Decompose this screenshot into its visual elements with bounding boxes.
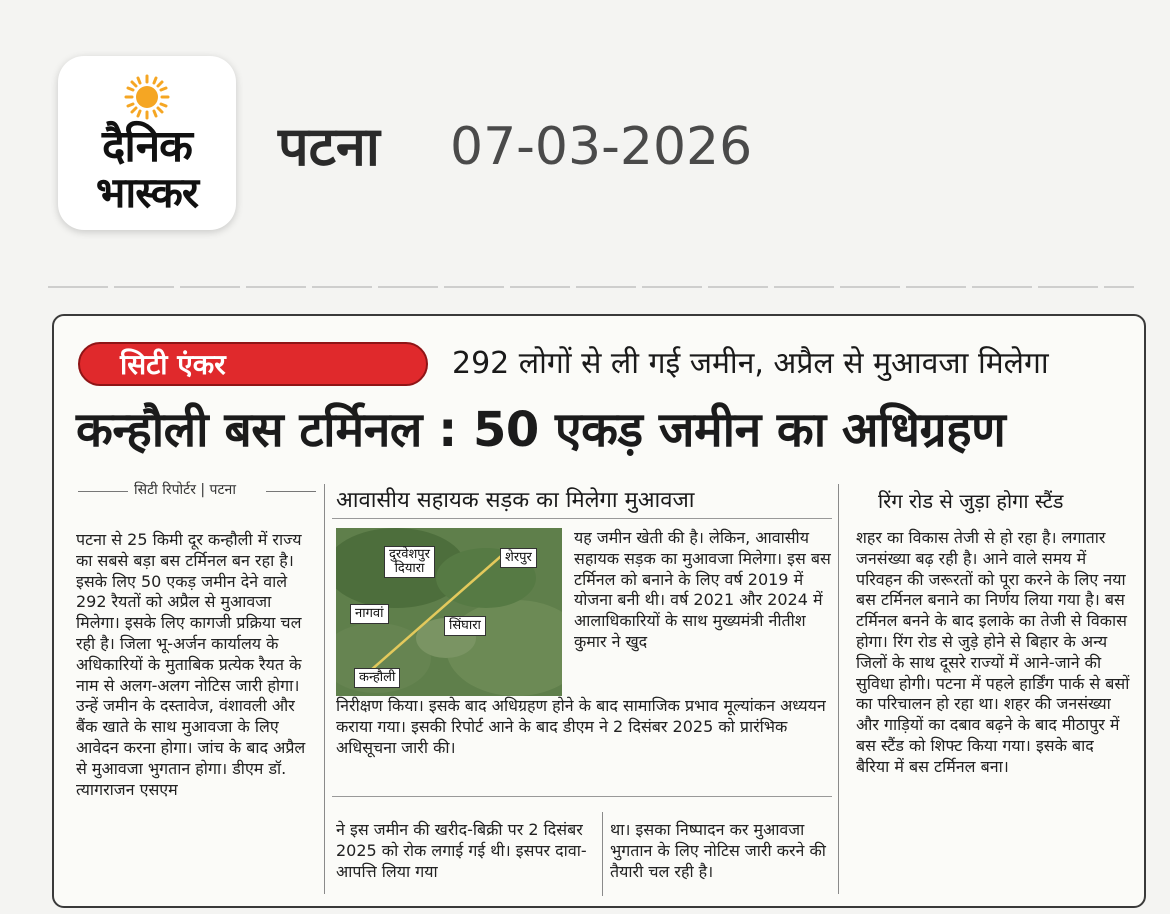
sun-icon	[124, 74, 170, 120]
kicker-badge	[78, 342, 428, 386]
byline: सिटी रिपोर्टर | पटना	[134, 482, 236, 498]
logo-tile	[58, 56, 236, 230]
mid-section-heading: आवासीय सहायक सड़क का मिलेगा मुआवजा	[336, 488, 695, 513]
map-label-durveshpur: दुरवेशपुर दियारा	[384, 546, 435, 578]
right-section-heading: रिंग रोड से जुड़ा होगा स्टैंड	[878, 489, 1064, 513]
sub-headline: 292 लोगों से ली गई जमीन, अप्रैल से मुआवजा मिलेगा	[452, 346, 1049, 381]
logo-text-line1: दैनिक	[102, 121, 192, 172]
mid-bottom-text-left: ने इस जमीन की खरीद-बिक्री पर 2 दिसंबर 2025 को रोक लगाई गई थी। इसपर दावा-आपत्ति लिया गया	[336, 820, 587, 881]
mid-bottom-text-right: था। इसका निष्पादन कर मुआवजा भुगतान के लिए नोटिस जारी करने की तैयारी चल रही है।	[610, 820, 826, 881]
mid-heading-rule	[332, 518, 832, 519]
main-headline: कन्हौली बस टर्मिनल : 50 एकड़ जमीन का अधिग्रहण	[76, 402, 1006, 458]
page-divider	[48, 286, 1134, 288]
map-label-kanhauli: कन्हौली	[354, 668, 400, 688]
column-divider	[602, 812, 603, 896]
byline-rule-left	[78, 491, 128, 492]
edition-city: पटना	[278, 115, 380, 178]
logo-text-line2: भास्कर	[95, 168, 199, 217]
news-article	[52, 314, 1146, 908]
map-label-sherpur: शेरपुर	[500, 548, 537, 568]
mid-column-text-right: यह जमीन खेती की है। लेकिन, आवासीय सहायक सड़क का मुआवजा मिलेगा। इस बस टर्मिनल को बनाने के लिए वर्ष 2019 में योजना बनी थी। वर्ष 2021 और 2024 में आलाधिकारियों के साथ मुख्यमंत्री नीतीश कुमार ने खुद	[574, 528, 831, 651]
map-label-nagwan: नागवां	[350, 604, 389, 624]
column-divider	[838, 484, 839, 894]
edition-date: 07-03-2026	[450, 117, 753, 177]
mid-section-rule	[332, 796, 832, 797]
mid-column-text-wide: निरीक्षण किया। इसके बाद अधिग्रहण होने के बाद सामाजिक प्रभाव मूल्यांकन अध्ययन कराया गया। इसकी रिपोर्ट आने के बाद डीएम ने 2 दिसंबर 2025 को प्रारंभिक अधिसूचना जारी की।	[336, 696, 826, 757]
column-divider	[324, 484, 325, 894]
article-column-right: शहर का विकास तेजी से हो रहा है। लगातार जनसंख्या बढ़ रही है। आने वाले समय में परिवहन की जरूरतों को पूरा करने के लिए नया बस टर्मिनल बनाने का निर्णय लिया गया है। बस टर्मिनल बनने के बाद इलाके का तेजी से विकास होगा। रिंग रोड से जुड़े होने से बिहार के अन्य जिलों के साथ दूसरे राज्यों में आने-जाने की सुविधा होगी। पटना में पहले हार्डिंग पार्क से बसों का परिचालन हो रहा था। शहर की जनसंख्या और गाड़ियों का दबाव बढ़ने के बाद मीठापुर में बस स्टैंड को शिफ्ट किया गया। इसके बाद बैरिया में बस टर्मिनल बना।	[856, 528, 1130, 776]
map-photo	[336, 528, 562, 696]
kicker-label: सिटी एंकर	[120, 348, 226, 381]
article-column-1: पटना से 25 किमी दूर कन्हौली में राज्य का सबसे बड़ा बस टर्मिनल बन रहा है। इसके लिए 50 एकड़ जमीन देने वाले 292 रैयतों को अप्रैल से मुआवजा मिलेगा। इसके लिए कागजी प्रक्रिया चल रही है। जिला भू-अर्जन कार्यालय के अधिकारियों के मुताबिक प्रत्येक रैयत के नाम से अलग-अलग नोटिस जारी होगा। उन्हें जमीन के दस्तावेज, वंशावली और बैंक खाते के साथ मुआवजा के लिए आवेदन करना होगा। जांच के बाद अप्रैल से मुआवजा भुगतान होगा। डीएम डॉ. त्यागराजन एसएम	[76, 530, 306, 799]
byline-rule-right	[266, 491, 316, 492]
map-label-singhara: सिंघारा	[444, 616, 486, 636]
